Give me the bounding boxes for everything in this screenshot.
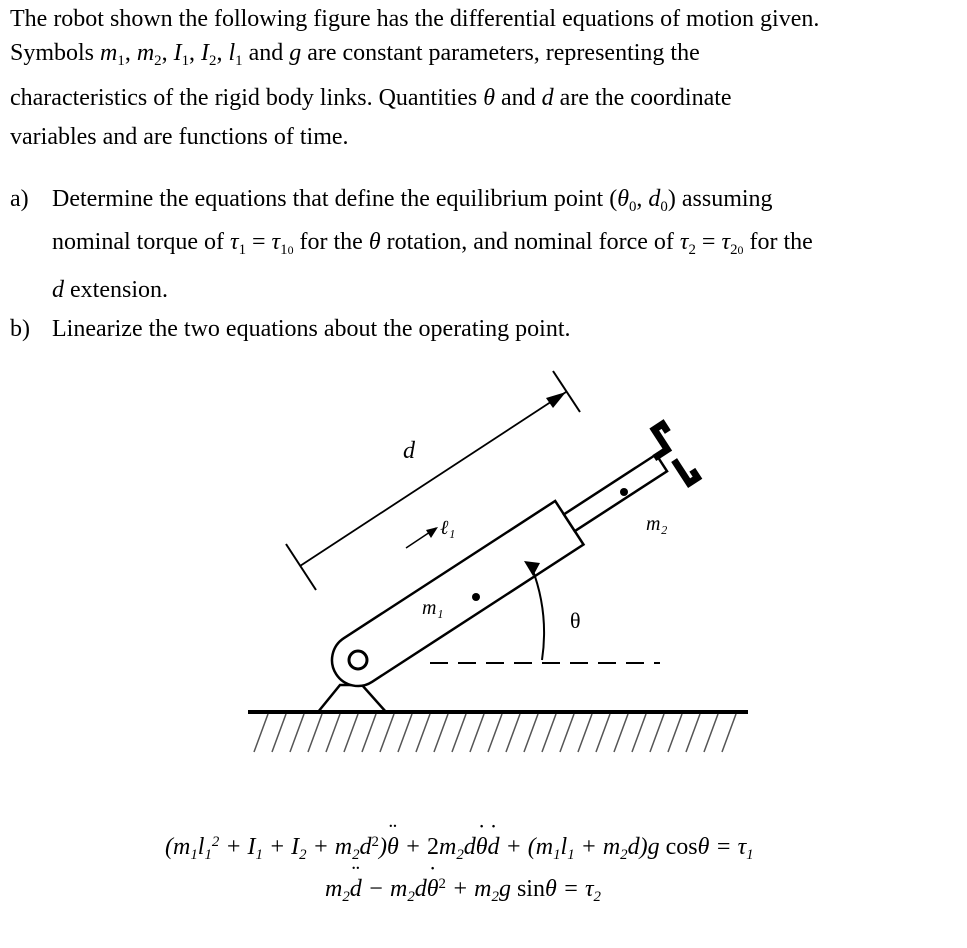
m2-center-dot	[620, 488, 628, 496]
d-arrowhead	[546, 392, 566, 408]
part-a-line-3: d extension.	[52, 277, 168, 303]
intro-line-3: characteristics of the rigid body links. Quantities θ and d are the coordinate	[10, 85, 732, 111]
part-a-line-1: a) Determine the equations that define the equilibrium point ($\theta_0$, $d_0$) assuming	[10, 186, 773, 216]
label-m1: m₁	[422, 597, 444, 619]
ground-hatching	[254, 714, 736, 752]
l1-arrowhead	[426, 527, 438, 538]
label-l1: ℓ₁	[440, 517, 456, 539]
intro-line-4: variables and are functions of time.	[10, 124, 349, 150]
equation-2: $m_2¨$ $d - m_2d˙$ $\theta^2 + m_2g$ $\sin\theta = \tau_2$	[325, 876, 601, 903]
d-extension-line-left	[286, 544, 316, 590]
robot-figure	[240, 360, 760, 770]
equation-1: ($m_1l_1^2 + I_1 + I_2$ + $m_2d^2)¨$ $\theta + 2m_2d˙$ θ˙ $d + (m_1l_1 + m_2d)g$ $\cos\theta = \tau_1$	[165, 834, 754, 861]
pivot-support	[318, 685, 386, 712]
label-m2: m₂	[646, 513, 668, 535]
part-b-line: b) Linearize the two equations about the operating point.	[10, 316, 571, 342]
pivot-joint	[349, 651, 367, 669]
part-a-line-2: nominal torque of $\tau_1 = \tau_{10}$ for the θ rotation, and nominal force of $\tau_2 = \tau_{20}$ for the	[52, 229, 813, 259]
label-theta: θ	[570, 608, 581, 633]
intro-line-2: Symbols $m_1$, $m_2$, $I_1$, $I_2$, $l_1$ and g are constant parameters, representing the	[10, 40, 700, 70]
theta-arc	[532, 568, 544, 660]
m1-center-dot	[472, 593, 480, 601]
label-d: d	[403, 438, 415, 464]
d-extension-line-right	[553, 371, 580, 412]
intro-line-1: The robot shown the following figure has the differential equations of motion given.	[10, 6, 820, 32]
